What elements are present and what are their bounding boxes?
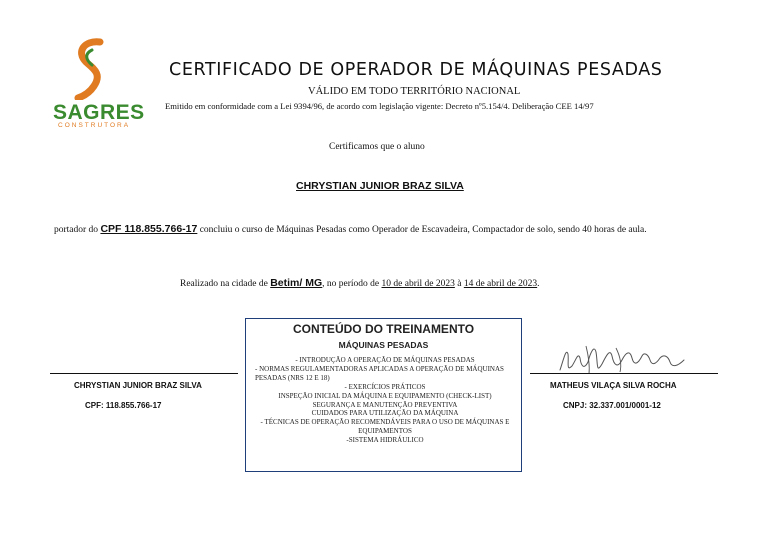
logo-name: SAGRES — [53, 101, 145, 124]
right-signature-line — [530, 373, 718, 374]
realized-end: . — [537, 279, 540, 289]
training-item: - EXERCÍCIOS PRÁTICOS — [344, 382, 426, 391]
sagres-s-logo-icon — [70, 38, 110, 100]
training-content-box — [245, 318, 522, 472]
realized-mid: , no período de — [322, 279, 382, 289]
date-start: 10 de abril de 2023 — [381, 279, 455, 289]
training-item: SEGURANÇA E MANUTENÇÃO PREVENTIVA — [312, 400, 458, 409]
student-name: CHRYSTIAN JUNIOR BRAZ SILVA — [296, 180, 464, 192]
course-paragraph — [54, 223, 719, 237]
date-end: 14 de abril de 2023 — [463, 279, 538, 289]
right-signer-name: MATHEUS VILAÇA SILVA ROCHA — [550, 381, 677, 390]
training-item: INSPEÇÃO INICIAL DA MÁQUINA E EQUIPAMENTO (CHECK-LIST) — [278, 391, 492, 400]
company-logo — [44, 36, 148, 132]
realized-conn: à — [454, 279, 464, 289]
logo-subtitle: CONSTRUTORA — [58, 122, 131, 129]
realization-line — [180, 277, 540, 289]
training-item: - INTRODUÇÃO A OPERAÇÃO DE MÁQUINAS PESADAS — [295, 356, 475, 364]
training-item: -SISTEMA HIDRÁULICO — [346, 436, 424, 445]
left-signature-line — [50, 373, 238, 374]
realized-prefix: Realizado na cidade de — [180, 279, 271, 289]
legal-text: Emitido em conformidade com a Lei 9394/96, de acordo com legislação vigente: Decreto nº5.154/4. Deliberação CEE 14/97 — [165, 101, 594, 111]
training-items — [255, 356, 515, 445]
left-signer-cpf: CPF: 118.855.766-17 — [85, 401, 162, 410]
certificate-title: CERTIFICADO DE OPERADOR DE MÁQUINAS PESADAS — [169, 60, 663, 80]
validity-text: VÁLIDO EM TODO TERRITÓRIO NACIONAL — [308, 86, 521, 97]
training-title: CONTEÚDO DO TREINAMENTO — [292, 322, 475, 336]
para-suffix: concluiu o curso de Máquinas Pesadas como Operador de Escavadeira, Compactador de solo, sendo 40 horas de aula. — [197, 225, 647, 235]
training-item: - NORMAS REGULAMENTADORAS APLICADAS A OPERAÇÃO DE MÁQUINAS PESADAS (NRS 12 E 18) — [255, 364, 504, 382]
city: Betim/ MG — [270, 277, 323, 289]
para-prefix: portador do — [54, 225, 101, 235]
student-cpf: CPF 118.855.766-17 — [100, 223, 198, 235]
left-signer-name: CHRYSTIAN JUNIOR BRAZ SILVA — [74, 381, 202, 390]
training-item: - TÉCNICAS DE OPERAÇÃO RECOMENDÁVEIS PARA O USO DE MÁQUINAS E EQUIPAMENTOS — [260, 418, 510, 436]
training-subtitle: MÁQUINAS PESADAS — [338, 340, 429, 350]
training-item: CUIDADOS PARA UTILIZAÇÃO DA MÁQUINA — [311, 409, 459, 418]
certify-text: Certificamos que o aluno — [329, 142, 425, 152]
right-signer-cnpj: CNPJ: 32.337.001/0001-12 — [563, 401, 661, 410]
